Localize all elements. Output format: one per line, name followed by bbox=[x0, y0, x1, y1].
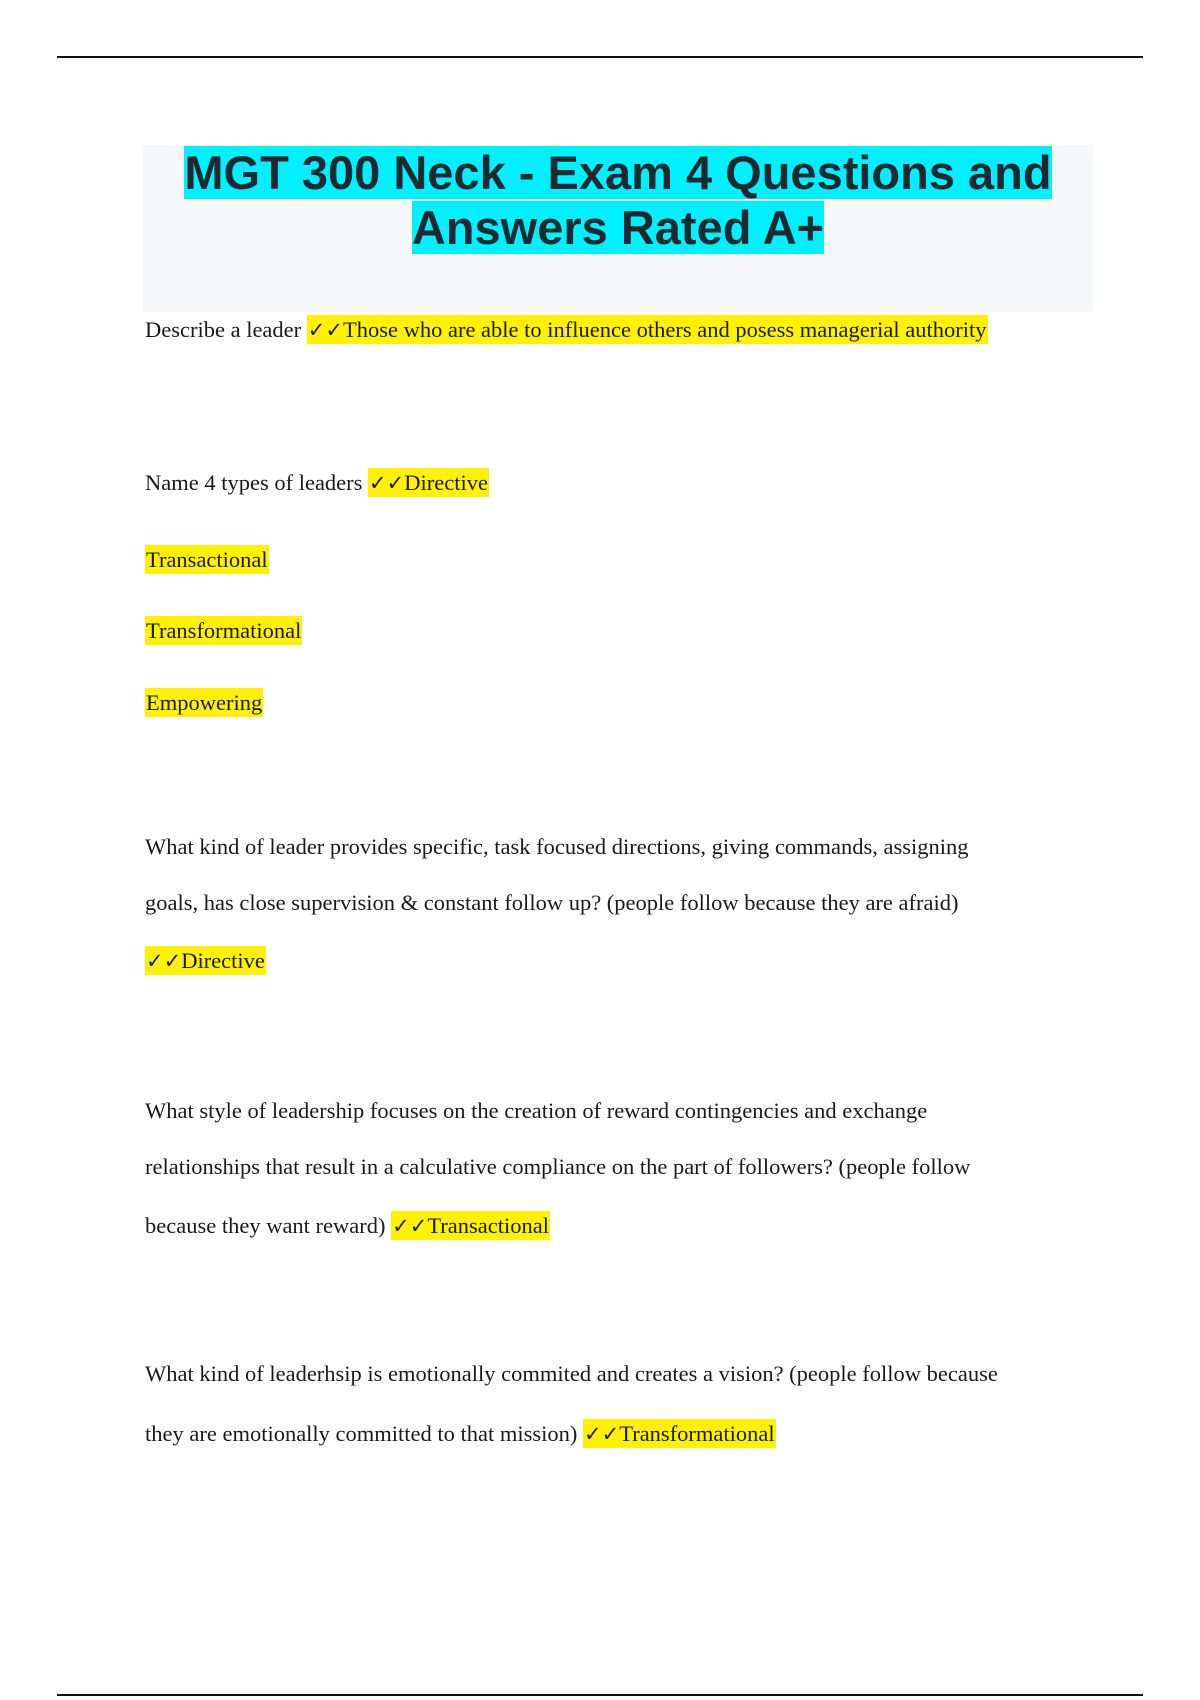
answer-highlight bbox=[583, 1419, 776, 1448]
qa-item-5-last bbox=[145, 1419, 776, 1449]
answer-highlight bbox=[145, 946, 266, 975]
question-line: goals, has close supervision & constant follow up? (people follow because they are afraid) bbox=[145, 890, 959, 915]
answer-text: Transactional bbox=[146, 547, 268, 572]
question-line: they are emotionally committed to that mission) bbox=[145, 1421, 584, 1446]
question-line: relationships that result in a calculative compliance on the part of followers? (people follow bbox=[145, 1154, 971, 1179]
answer-text: Empowering bbox=[146, 690, 263, 715]
double-check-icon: ✓✓ bbox=[392, 1214, 428, 1238]
answer-text: Transactional bbox=[427, 1213, 549, 1238]
top-rule bbox=[57, 56, 1143, 58]
answer-text: Directive bbox=[404, 470, 488, 495]
double-check-icon: ✓✓ bbox=[307, 318, 343, 342]
double-check-icon: ✓✓ bbox=[369, 471, 405, 495]
answer-text: Those who are able to influence others and posess managerial authority bbox=[342, 317, 987, 342]
bottom-rule bbox=[57, 1694, 1143, 1696]
answer-text: Transformational bbox=[146, 618, 302, 643]
question-line: What kind of leader provides specific, task focused directions, giving commands, assigning bbox=[145, 834, 969, 859]
qa-item-1 bbox=[145, 315, 988, 345]
title-line-1: MGT 300 Neck - Exam 4 Questions and bbox=[184, 146, 1052, 199]
question-line: What kind of leaderhsip is emotionally commited and creates a vision? (people follow because bbox=[145, 1361, 998, 1386]
double-check-icon: ✓✓ bbox=[146, 949, 182, 973]
qa-answer-3 bbox=[145, 946, 266, 976]
title-line-2: Answers Rated A+ bbox=[411, 201, 825, 254]
answer-list-item bbox=[145, 688, 263, 718]
double-check-icon: ✓✓ bbox=[584, 1422, 620, 1446]
answer-list-item bbox=[145, 616, 302, 646]
answer-list-item bbox=[145, 545, 269, 575]
qa-item-4-last bbox=[145, 1211, 550, 1241]
answer-highlight bbox=[391, 1211, 550, 1240]
answer-highlight bbox=[368, 468, 489, 497]
document-title bbox=[143, 145, 1093, 312]
question-text: Describe a leader bbox=[145, 317, 307, 342]
qa-item-2 bbox=[145, 468, 489, 498]
question-line: because they want reward) bbox=[145, 1213, 392, 1238]
question-line: What style of leadership focuses on the creation of reward contingencies and exchange bbox=[145, 1098, 928, 1123]
answer-text: Transformational bbox=[619, 1421, 775, 1446]
answer-highlight bbox=[307, 315, 988, 344]
question-text: Name 4 types of leaders bbox=[145, 470, 369, 495]
answer-text: Directive bbox=[181, 948, 265, 973]
